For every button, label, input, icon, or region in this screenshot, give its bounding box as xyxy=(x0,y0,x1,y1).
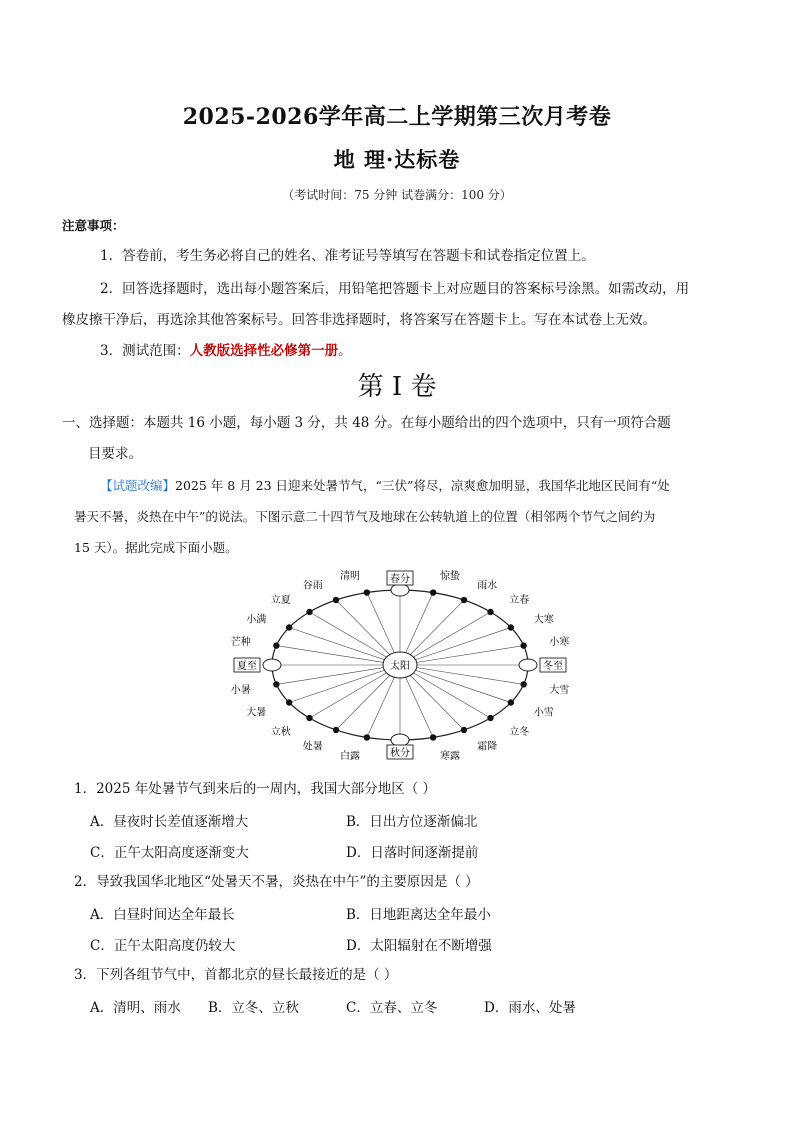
scope-value: 人教版选择性必修第一册 xyxy=(189,343,339,359)
term-label: 春分 xyxy=(390,574,410,585)
q3-option-c[interactable]: C．立春、立冬 xyxy=(346,1000,438,1016)
term-label: 雨水 xyxy=(477,580,498,592)
earth-position xyxy=(286,624,292,630)
earth-position xyxy=(306,609,312,615)
earth-position xyxy=(286,699,292,705)
earth-position xyxy=(333,727,339,733)
earth-position xyxy=(520,642,526,648)
earth-position xyxy=(461,597,467,603)
earth-position xyxy=(508,624,514,630)
exam-title: 2025-2026学年高二上学期第三次月考卷 xyxy=(182,104,612,130)
term-label: 惊蛰 xyxy=(439,571,460,583)
term-label: 清明 xyxy=(340,571,361,583)
earth-position xyxy=(333,597,339,603)
earth-position xyxy=(430,589,436,595)
term-label: 夏至 xyxy=(237,661,257,672)
spoke-line xyxy=(400,665,511,703)
term-label: 寒露 xyxy=(439,750,460,760)
term-label: 大寒 xyxy=(533,614,554,626)
passage-line-3: 15 天）。据此完成下面小题。 xyxy=(74,540,238,555)
solar-terms-diagram xyxy=(230,570,570,760)
notice-item-2: 2．回答选择题时，选出每小题答案后，用铅笔把答题卡上对应题目的答案标号涂黑。如需改动，用 xyxy=(100,281,690,297)
q3-option-d[interactable]: D．雨水、处暑 xyxy=(484,1000,576,1016)
section-line-2: 目要求。 xyxy=(88,446,142,462)
term-label: 小寒 xyxy=(549,636,570,648)
earth-position xyxy=(364,734,370,740)
q1-option-d[interactable]: D．日落时间逐渐提前 xyxy=(346,845,479,861)
term-label: 谷雨 xyxy=(302,580,323,592)
scope-prefix: 3．测试范围： xyxy=(100,343,190,359)
earth-key-position xyxy=(391,584,409,596)
q2-option-d[interactable]: D．太阳辐射在不断增强 xyxy=(346,938,492,954)
q1-option-a[interactable]: A．昼夜时长差值逐渐增大 xyxy=(90,814,249,830)
term-label: 处暑 xyxy=(302,741,323,753)
earth-position xyxy=(364,589,370,595)
earth-position xyxy=(461,727,467,733)
earth-key-position xyxy=(263,659,281,671)
passage-line-1 xyxy=(100,475,740,497)
notice-item-1: 1．答卷前，考生务必将自己的姓名、准考证号等填写在答题卡和试卷指定位置上。 xyxy=(100,248,595,264)
term-label: 芒种 xyxy=(230,636,251,648)
earth-position xyxy=(273,681,279,687)
sun-label: 太阳 xyxy=(390,661,410,672)
passage-text-1: 2025 年 8 月 23 日迎来处暑节气，“三伏”将尽，凉爽愈加明显，我国华北地区民间有“处 xyxy=(175,478,670,493)
section-line-1: 一、选择题：本题共 16 小题，每小题 3 分，共 48 分。在每小题给出的四个选项中，只有一项符合题 xyxy=(62,415,671,431)
term-label: 霜降 xyxy=(477,741,498,753)
q3-stem: 3．下列各组节气中，首都北京的昼长最接近的是（ ） xyxy=(74,967,398,983)
spoke-line xyxy=(400,646,524,665)
term-label: 冬至 xyxy=(543,661,563,672)
spoke-line xyxy=(276,646,400,665)
earth-position xyxy=(508,699,514,705)
term-label: 立春 xyxy=(509,595,530,607)
term-label: 大雪 xyxy=(549,685,570,697)
q2-option-b[interactable]: B．日地距离达全年最小 xyxy=(346,907,491,923)
earth-position xyxy=(487,609,493,615)
term-label: 立冬 xyxy=(509,726,530,738)
q1-option-c[interactable]: C．正午太阳高度逐渐变大 xyxy=(90,845,249,861)
volume-title: 第 I 卷 xyxy=(357,372,437,402)
q2-option-c[interactable]: C．正午太阳高度仍较大 xyxy=(90,938,236,954)
earth-position xyxy=(487,715,493,721)
notice-heading: 注意事项： xyxy=(62,218,125,233)
earth-position xyxy=(306,715,312,721)
term-label: 立秋 xyxy=(270,726,291,738)
q3-option-a[interactable]: A．清明、雨水 xyxy=(90,1000,181,1016)
q3-option-b[interactable]: B．立冬、立秋 xyxy=(208,1000,299,1016)
earth-key-position xyxy=(519,659,537,671)
earth-position xyxy=(273,642,279,648)
passage-tag: 【试题改编】 xyxy=(100,478,176,493)
spoke-line xyxy=(276,665,400,684)
spoke-line xyxy=(400,665,524,684)
term-label: 秋分 xyxy=(390,748,410,759)
earth-position xyxy=(520,681,526,687)
term-label: 小暑 xyxy=(230,685,251,697)
q1-stem: 1．2025 年处暑节气到来后的一周内，我国大部分地区（ ） xyxy=(74,781,437,797)
term-label: 白露 xyxy=(340,750,361,760)
scope-suffix: 。 xyxy=(338,343,352,359)
passage-line-2: 暑天不暑，炎热在中午”的说法。下图示意二十四节气及地球在公转轨道上的位置（相邻两个节气之间约为 xyxy=(74,509,656,524)
spoke-line xyxy=(289,628,400,666)
term-label: 小雪 xyxy=(533,707,554,719)
term-label: 立夏 xyxy=(270,595,291,607)
earth-position xyxy=(430,734,436,740)
spoke-line xyxy=(289,665,400,703)
exam-subject: 地 理·达标卷 xyxy=(333,147,461,172)
notice-item-3 xyxy=(100,341,750,361)
term-label: 大暑 xyxy=(246,707,267,719)
term-label: 小满 xyxy=(246,614,267,626)
notice-item-2-cont: 橡皮擦干净后，再选涂其他答案标号。回答非选择题时，将答案写在答题卡上。写在本试卷上无效。 xyxy=(62,312,656,328)
q1-option-b[interactable]: B．日出方位逐渐偏北 xyxy=(346,814,478,830)
exam-info: （考试时间：75 分钟 试卷满分：100 分） xyxy=(282,188,512,202)
q2-option-a[interactable]: A．白昼时间达全年最长 xyxy=(90,907,235,923)
q2-stem: 2．导致我国华北地区“处暑天不暑，炎热在中午”的主要原因是（ ） xyxy=(74,874,479,890)
spoke-line xyxy=(400,628,511,666)
earth-key-position xyxy=(391,734,409,746)
